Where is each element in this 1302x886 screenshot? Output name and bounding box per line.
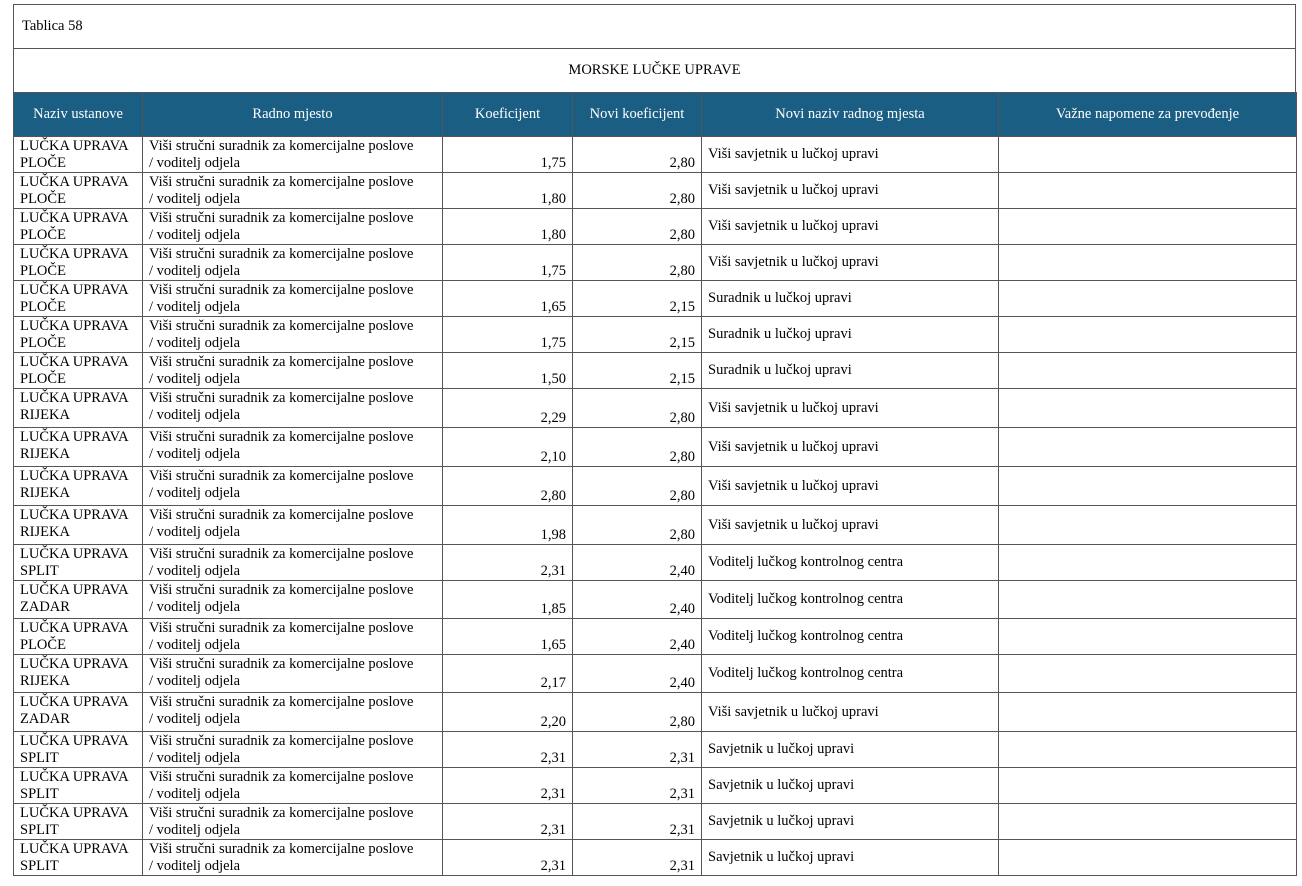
institution-line-2: PLOČE	[20, 262, 66, 279]
institution-line-1: LUČKA UPRAVA	[20, 656, 129, 672]
new-coefficient-cell	[573, 173, 702, 209]
new-position-name-cell	[702, 732, 999, 768]
institution-line-1: LUČKA UPRAVA	[20, 769, 129, 785]
position-line-2: / voditelj odjela	[149, 785, 241, 802]
table-row	[14, 389, 1297, 428]
table-row	[14, 428, 1297, 467]
new-coefficient-value: 2,40	[669, 563, 695, 579]
institution-line-2: SPLIT	[20, 821, 59, 838]
new-position-name-cell	[702, 209, 999, 245]
coefficient-value: 2,31	[540, 822, 566, 838]
institution-line-1: LUČKA UPRAVA	[20, 354, 129, 370]
table-row	[14, 317, 1297, 353]
coefficient-value: 1,75	[540, 263, 566, 279]
institution-line-1: LUČKA UPRAVA	[20, 429, 129, 445]
new-coefficient-cell	[573, 209, 702, 245]
new-position-name: Voditelj lučkog kontrolnog centra	[708, 665, 904, 681]
position-cell	[143, 353, 443, 389]
position-line-1: Viši stručni suradnik za komercijalne poslove	[149, 620, 414, 636]
position-cell	[143, 428, 443, 467]
position-line-2: / voditelj odjela	[149, 484, 241, 501]
position-line-2: / voditelj odjela	[149, 370, 241, 387]
coefficient-cell	[443, 581, 573, 619]
institution-cell	[14, 428, 143, 467]
coefficient-value: 2,31	[540, 786, 566, 802]
coefficient-value: 1,98	[540, 527, 566, 543]
data-table	[13, 92, 1297, 876]
position-cell	[143, 506, 443, 545]
coefficient-cell	[443, 353, 573, 389]
position-line-1: Viši stručni suradnik za komercijalne poslove	[149, 841, 414, 857]
new-position-name-cell	[702, 804, 999, 840]
table-row	[14, 209, 1297, 245]
position-line-1: Viši stručni suradnik za komercijalne poslove	[149, 282, 414, 298]
header-row	[14, 93, 1297, 137]
coefficient-value: 2,31	[540, 750, 566, 766]
new-coefficient-cell	[573, 506, 702, 545]
position-cell	[143, 840, 443, 876]
new-position-name: Viši savjetnik u lučkoj upravi	[708, 477, 879, 494]
position-line-1: Viši stručni suradnik za komercijalne poslove	[149, 582, 414, 598]
new-coefficient-cell	[573, 619, 702, 655]
new-coefficient-cell	[573, 317, 702, 353]
institution-cell	[14, 768, 143, 804]
table-body	[14, 137, 1297, 876]
new-coefficient-cell	[573, 389, 702, 428]
position-line-2: / voditelj odjela	[149, 749, 241, 766]
coefficient-cell	[443, 619, 573, 655]
translation-notes-cell	[999, 353, 1297, 389]
position-line-1: Viši stručni suradnik za komercijalne poslove	[149, 769, 414, 785]
institution-cell	[14, 581, 143, 619]
coefficient-value: 1,80	[540, 191, 566, 207]
new-position-name-cell	[702, 840, 999, 876]
institution-cell	[14, 209, 143, 245]
table-row	[14, 506, 1297, 545]
coefficient-value: 2,17	[540, 675, 566, 691]
institution-cell	[14, 281, 143, 317]
institution-cell	[14, 317, 143, 353]
new-position-name-cell	[702, 545, 999, 581]
new-position-name-cell	[702, 467, 999, 506]
new-coefficient-value: 2,80	[669, 410, 695, 426]
coefficient-value: 1,50	[540, 371, 566, 387]
new-position-name: Viši savjetnik u lučkoj upravi	[708, 703, 879, 720]
institution-line-1: LUČKA UPRAVA	[20, 390, 129, 406]
coefficient-cell	[443, 545, 573, 581]
institution-cell	[14, 693, 143, 732]
institution-line-1: LUČKA UPRAVA	[20, 582, 129, 598]
translation-notes-cell	[999, 655, 1297, 693]
institution-line-2: RIJEKA	[20, 445, 70, 462]
translation-notes-cell	[999, 768, 1297, 804]
table-row	[14, 245, 1297, 281]
institution-cell	[14, 732, 143, 768]
position-line-2: / voditelj odjela	[149, 334, 241, 351]
new-coefficient-value: 2,80	[669, 227, 695, 243]
coefficient-value: 1,65	[540, 637, 566, 653]
new-position-name: Viši savjetnik u lučkoj upravi	[708, 182, 879, 198]
institution-line-2: PLOČE	[20, 298, 66, 315]
new-coefficient-cell	[573, 655, 702, 693]
translation-notes-cell	[999, 467, 1297, 506]
position-line-1: Viši stručni suradnik za komercijalne poslove	[149, 174, 414, 190]
institution-line-1: LUČKA UPRAVA	[20, 546, 129, 562]
institution-line-1: LUČKA UPRAVA	[20, 694, 129, 710]
new-coefficient-value: 2,40	[669, 675, 695, 691]
position-line-1: Viši stručni suradnik za komercijalne poslove	[149, 429, 414, 445]
new-coefficient-cell	[573, 768, 702, 804]
new-coefficient-value: 2,40	[669, 601, 695, 617]
new-position-name-cell	[702, 353, 999, 389]
position-cell	[143, 619, 443, 655]
position-line-2: / voditelj odjela	[149, 562, 241, 579]
position-cell	[143, 173, 443, 209]
institution-cell	[14, 840, 143, 876]
institution-cell	[14, 619, 143, 655]
institution-line-2: PLOČE	[20, 334, 66, 351]
position-line-1: Viši stručni suradnik za komercijalne poslove	[149, 354, 414, 370]
position-line-1: Viši stručni suradnik za komercijalne poslove	[149, 318, 414, 334]
institution-line-1: LUČKA UPRAVA	[20, 318, 129, 334]
new-coefficient-cell	[573, 693, 702, 732]
table-row	[14, 840, 1297, 876]
institution-line-1: LUČKA UPRAVA	[20, 468, 129, 484]
position-line-2: / voditelj odjela	[149, 523, 241, 540]
new-coefficient-cell	[573, 732, 702, 768]
coefficient-cell	[443, 804, 573, 840]
position-line-2: / voditelj odjela	[149, 190, 241, 207]
table-row	[14, 137, 1297, 173]
header-new-position-name: Novi naziv radnog mjesta	[702, 93, 999, 137]
new-coefficient-cell	[573, 840, 702, 876]
institution-line-2: RIJEKA	[20, 523, 70, 540]
table-row	[14, 353, 1297, 389]
new-coefficient-value: 2,80	[669, 527, 695, 543]
translation-notes-cell	[999, 693, 1297, 732]
position-cell	[143, 768, 443, 804]
position-line-1: Viši stručni suradnik za komercijalne poslove	[149, 507, 414, 523]
position-cell	[143, 655, 443, 693]
coefficient-cell	[443, 840, 573, 876]
translation-notes-cell	[999, 840, 1297, 876]
position-cell	[143, 281, 443, 317]
new-position-name-cell	[702, 173, 999, 209]
new-coefficient-cell	[573, 545, 702, 581]
position-cell	[143, 245, 443, 281]
new-position-name-cell	[702, 137, 999, 173]
position-line-2: / voditelj odjela	[149, 154, 241, 171]
position-line-1: Viši stručni suradnik za komercijalne poslove	[149, 468, 414, 484]
new-position-name-cell	[702, 245, 999, 281]
table-row	[14, 173, 1297, 209]
institution-cell	[14, 353, 143, 389]
coefficient-value: 2,10	[540, 449, 566, 465]
coefficient-cell	[443, 281, 573, 317]
new-position-name: Viši savjetnik u lučkoj upravi	[708, 399, 879, 416]
position-cell	[143, 732, 443, 768]
position-line-1: Viši stručni suradnik za komercijalne poslove	[149, 210, 414, 226]
institution-line-1: LUČKA UPRAVA	[20, 733, 129, 749]
coefficient-cell	[443, 693, 573, 732]
translation-notes-cell	[999, 245, 1297, 281]
institution-line-2: SPLIT	[20, 785, 59, 802]
institution-line-2: PLOČE	[20, 226, 66, 243]
position-cell	[143, 137, 443, 173]
coefficient-value: 1,80	[540, 227, 566, 243]
position-line-2: / voditelj odjela	[149, 598, 241, 615]
new-coefficient-cell	[573, 428, 702, 467]
new-position-name: Suradnik u lučkoj upravi	[708, 326, 852, 342]
new-position-name-cell	[702, 619, 999, 655]
coefficient-value: 2,80	[540, 488, 566, 504]
translation-notes-cell	[999, 428, 1297, 467]
table-row	[14, 732, 1297, 768]
new-position-name-cell	[702, 581, 999, 619]
institution-line-2: PLOČE	[20, 190, 66, 207]
position-line-2: / voditelj odjela	[149, 672, 241, 689]
position-cell	[143, 317, 443, 353]
institution-line-2: RIJEKA	[20, 406, 70, 423]
header-coefficient: Koeficijent	[443, 93, 573, 137]
position-line-2: / voditelj odjela	[149, 226, 241, 243]
institution-line-1: LUČKA UPRAVA	[20, 210, 129, 226]
institution-line-2: PLOČE	[20, 154, 66, 171]
institution-cell	[14, 467, 143, 506]
translation-notes-cell	[999, 804, 1297, 840]
position-line-2: / voditelj odjela	[149, 445, 241, 462]
new-position-name-cell	[702, 428, 999, 467]
translation-notes-cell	[999, 619, 1297, 655]
translation-notes-cell	[999, 581, 1297, 619]
coefficient-cell	[443, 428, 573, 467]
new-position-name-cell	[702, 281, 999, 317]
new-coefficient-value: 2,15	[669, 335, 695, 351]
position-line-1: Viši stručni suradnik za komercijalne poslove	[149, 694, 414, 710]
coefficient-value: 2,31	[540, 563, 566, 579]
institution-line-2: SPLIT	[20, 749, 59, 766]
coefficient-cell	[443, 173, 573, 209]
translation-notes-cell	[999, 545, 1297, 581]
table-row	[14, 655, 1297, 693]
coefficient-value: 2,20	[540, 714, 566, 730]
new-coefficient-value: 2,31	[669, 858, 695, 874]
coefficient-cell	[443, 768, 573, 804]
position-cell	[143, 209, 443, 245]
position-line-2: / voditelj odjela	[149, 821, 241, 838]
coefficient-cell	[443, 245, 573, 281]
institution-line-1: LUČKA UPRAVA	[20, 138, 129, 154]
document-sheet	[13, 4, 1296, 876]
position-line-1: Viši stručni suradnik za komercijalne poslove	[149, 138, 414, 154]
translation-notes-cell	[999, 209, 1297, 245]
new-position-name-cell	[702, 655, 999, 693]
new-coefficient-cell	[573, 281, 702, 317]
position-line-1: Viši stručni suradnik za komercijalne poslove	[149, 390, 414, 406]
coefficient-value: 2,31	[540, 858, 566, 874]
position-line-1: Viši stručni suradnik za komercijalne poslove	[149, 546, 414, 562]
new-position-name-cell	[702, 506, 999, 545]
coefficient-cell	[443, 209, 573, 245]
new-coefficient-value: 2,31	[669, 786, 695, 802]
institution-line-2: SPLIT	[20, 562, 59, 579]
new-position-name-cell	[702, 768, 999, 804]
coefficient-cell	[443, 317, 573, 353]
position-cell	[143, 804, 443, 840]
coefficient-value: 1,75	[540, 335, 566, 351]
coefficient-cell	[443, 506, 573, 545]
new-position-name: Savjetnik u lučkoj upravi	[708, 741, 855, 757]
table-row	[14, 467, 1297, 506]
position-line-1: Viši stručni suradnik za komercijalne poslove	[149, 246, 414, 262]
new-coefficient-cell	[573, 467, 702, 506]
new-position-name-cell	[702, 693, 999, 732]
coefficient-cell	[443, 732, 573, 768]
header-new-coefficient: Novi koeficijent	[573, 93, 702, 137]
position-line-2: / voditelj odjela	[149, 298, 241, 315]
new-coefficient-cell	[573, 137, 702, 173]
institution-line-2: RIJEKA	[20, 672, 70, 689]
institution-line-1: LUČKA UPRAVA	[20, 620, 129, 636]
institution-cell	[14, 655, 143, 693]
institution-line-2: PLOČE	[20, 636, 66, 653]
institution-cell	[14, 173, 143, 209]
institution-line-1: LUČKA UPRAVA	[20, 841, 129, 857]
position-cell	[143, 693, 443, 732]
translation-notes-cell	[999, 389, 1297, 428]
new-coefficient-value: 2,31	[669, 750, 695, 766]
new-position-name: Viši savjetnik u lučkoj upravi	[708, 516, 879, 533]
table-row	[14, 804, 1297, 840]
institution-line-2: ZADAR	[20, 598, 70, 615]
new-position-name: Viši savjetnik u lučkoj upravi	[708, 254, 879, 270]
header-position: Radno mjesto	[143, 93, 443, 137]
new-position-name: Savjetnik u lučkoj upravi	[708, 777, 855, 793]
institution-cell	[14, 506, 143, 545]
table-row	[14, 768, 1297, 804]
position-cell	[143, 467, 443, 506]
institution-line-2: PLOČE	[20, 370, 66, 387]
position-line-2: / voditelj odjela	[149, 406, 241, 423]
institution-line-2: RIJEKA	[20, 484, 70, 501]
institution-line-2: ZADAR	[20, 710, 70, 727]
institution-cell	[14, 804, 143, 840]
section-title: MORSKE LUČKE UPRAVE	[13, 48, 1296, 92]
coefficient-cell	[443, 389, 573, 428]
new-coefficient-value: 2,80	[669, 714, 695, 730]
new-position-name: Viši savjetnik u lučkoj upravi	[708, 438, 879, 455]
translation-notes-cell	[999, 173, 1297, 209]
position-line-2: / voditelj odjela	[149, 857, 241, 874]
translation-notes-cell	[999, 506, 1297, 545]
new-position-name: Voditelj lučkog kontrolnog centra	[708, 628, 904, 644]
institution-line-1: LUČKA UPRAVA	[20, 174, 129, 190]
table-row	[14, 693, 1297, 732]
position-line-2: / voditelj odjela	[149, 636, 241, 653]
institution-line-2: SPLIT	[20, 857, 59, 874]
new-coefficient-value: 2,80	[669, 191, 695, 207]
position-line-1: Viši stručni suradnik za komercijalne poslove	[149, 733, 414, 749]
new-coefficient-value: 2,15	[669, 371, 695, 387]
coefficient-cell	[443, 655, 573, 693]
position-cell	[143, 581, 443, 619]
coefficient-value: 2,29	[540, 410, 566, 426]
header-translation-notes: Važne napomene za prevođenje	[999, 93, 1297, 137]
table-row	[14, 581, 1297, 619]
position-line-2: / voditelj odjela	[149, 710, 241, 727]
new-position-name: Suradnik u lučkoj upravi	[708, 362, 852, 378]
table-row	[14, 545, 1297, 581]
institution-line-1: LUČKA UPRAVA	[20, 805, 129, 821]
translation-notes-cell	[999, 732, 1297, 768]
new-position-name: Voditelj lučkog kontrolnog centra	[708, 591, 904, 607]
coefficient-cell	[443, 137, 573, 173]
coefficient-value: 1,85	[540, 601, 566, 617]
position-cell	[143, 389, 443, 428]
new-coefficient-cell	[573, 353, 702, 389]
table-row	[14, 281, 1297, 317]
coefficient-value: 1,75	[540, 155, 566, 171]
new-coefficient-cell	[573, 245, 702, 281]
position-line-1: Viši stručni suradnik za komercijalne poslove	[149, 805, 414, 821]
translation-notes-cell	[999, 137, 1297, 173]
header-institution: Naziv ustanove	[14, 93, 143, 137]
institution-cell	[14, 545, 143, 581]
new-position-name: Voditelj lučkog kontrolnog centra	[708, 554, 904, 570]
new-position-name-cell	[702, 317, 999, 353]
new-coefficient-cell	[573, 581, 702, 619]
institution-cell	[14, 137, 143, 173]
position-line-2: / voditelj odjela	[149, 262, 241, 279]
new-coefficient-value: 2,31	[669, 822, 695, 838]
new-position-name: Suradnik u lučkoj upravi	[708, 290, 852, 306]
coefficient-cell	[443, 467, 573, 506]
new-position-name: Viši savjetnik u lučkoj upravi	[708, 146, 879, 162]
translation-notes-cell	[999, 317, 1297, 353]
institution-line-1: LUČKA UPRAVA	[20, 507, 129, 523]
position-cell	[143, 545, 443, 581]
translation-notes-cell	[999, 281, 1297, 317]
new-coefficient-value: 2,15	[669, 299, 695, 315]
institution-cell	[14, 389, 143, 428]
institution-cell	[14, 245, 143, 281]
position-line-1: Viši stručni suradnik za komercijalne poslove	[149, 656, 414, 672]
new-position-name-cell	[702, 389, 999, 428]
new-coefficient-value: 2,80	[669, 488, 695, 504]
institution-line-1: LUČKA UPRAVA	[20, 282, 129, 298]
new-position-name: Viši savjetnik u lučkoj upravi	[708, 218, 879, 234]
new-coefficient-value: 2,80	[669, 449, 695, 465]
institution-line-1: LUČKA UPRAVA	[20, 246, 129, 262]
new-position-name: Savjetnik u lučkoj upravi	[708, 849, 855, 865]
table-row	[14, 619, 1297, 655]
new-coefficient-cell	[573, 804, 702, 840]
new-coefficient-value: 2,80	[669, 155, 695, 171]
coefficient-value: 1,65	[540, 299, 566, 315]
new-position-name: Savjetnik u lučkoj upravi	[708, 813, 855, 829]
table-label: Tablica 58	[13, 4, 1296, 48]
new-coefficient-value: 2,40	[669, 637, 695, 653]
new-coefficient-value: 2,80	[669, 263, 695, 279]
